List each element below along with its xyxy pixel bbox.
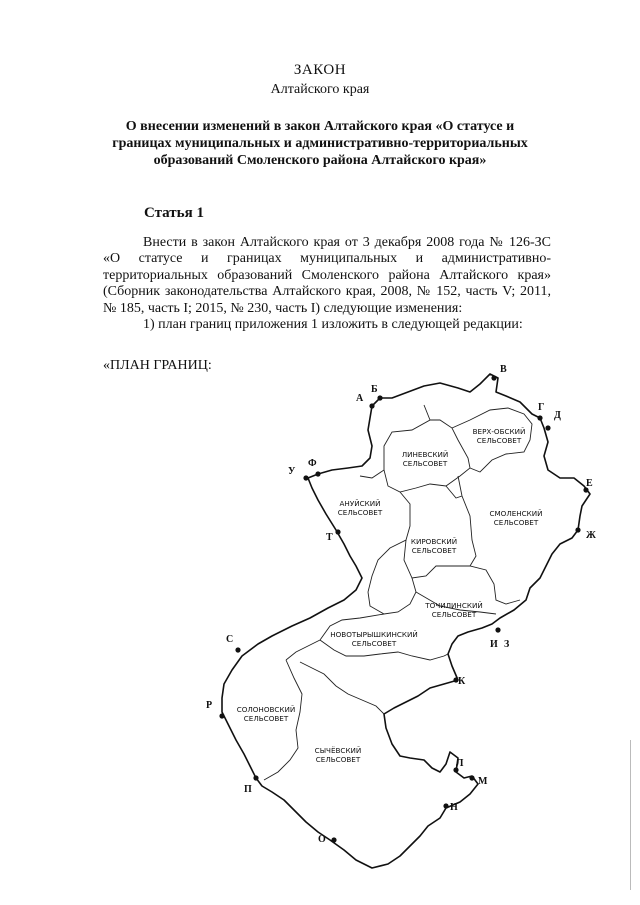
label-point-z: З [504,639,510,650]
point-iz [495,627,500,632]
scan-edge-line [630,740,631,890]
boundary-sychevskiy [300,662,384,714]
label-point-s: С [226,634,234,645]
internal-boundaries [264,405,532,780]
label-point-p: П [244,784,252,795]
point-d [545,425,550,430]
district-linevskiy-name: ЛИНЕВСКИЙ [401,450,449,459]
district-linevskiy-suffix: СЕЛЬСОВЕТ [402,459,448,468]
boundary-smolenskiy [458,476,476,566]
plan-label: «ПЛАН ГРАНИЦ: [103,358,212,373]
district-verkh-obskiy-name: ВЕРХ-ОБСКИЙ [472,427,526,436]
district-tochilinskiy-name: ТОЧИЛИНСКИЙ [425,601,483,610]
label-point-o: О [318,834,326,845]
label-point-k: К [458,676,466,687]
law-region: Алтайского края [270,82,370,97]
article-paragraph-2: 1) план границ приложения 1 изложить в следующей редакции: [143,317,523,333]
point-f [315,471,320,476]
label-point-i: И [490,639,498,650]
label-point-t: Т [326,532,333,543]
district-verkh-obskiy-suffix: СЕЛЬСОВЕТ [476,436,522,445]
district-anuyskiy-suffix: СЕЛЬСОВЕТ [337,508,383,517]
district-solonovskiy-name: СОЛОНОВСКИЙ [236,705,296,714]
label-point-d: Д [554,410,561,421]
district-kirovskiy-suffix: СЕЛЬСОВЕТ [411,546,457,555]
point-p [253,775,258,780]
point-zh [575,527,580,532]
outer-boundary [222,374,590,868]
district-novotyryshkinskiy-suffix: СЕЛЬСОВЕТ [351,639,397,648]
district-solonovskiy-suffix: СЕЛЬСОВЕТ [243,714,289,723]
point-n [443,803,448,808]
label-point-f: Ф [308,458,317,469]
district-sychevskiy-suffix: СЕЛЬСОВЕТ [315,755,361,764]
label-point-g: Г [538,402,545,413]
label-point-e: Е [586,478,593,489]
label-point-a: А [356,393,364,404]
label-point-r: Р [206,700,213,711]
label-point-u: У [288,466,296,477]
point-g [537,415,542,420]
article-heading: Статья 1 [144,205,204,221]
district-anuyskiy-name: АНУЙСКИЙ [339,499,381,508]
label-point-v: В [500,364,507,375]
point-t [335,529,340,534]
point-a [369,403,374,408]
district-smolenskiy-suffix: СЕЛЬСОВЕТ [493,518,539,527]
boundary-linevskiy [384,405,470,492]
article-paragraph-1: Внести в закон Алтайского края от 3 декабря 2008 года № 126-ЗС «О статусе и границах муниципальных и административно-территориальных образований Смоленского района Алтайского края» (Сборник законодательства Алтайского края, 2008, № 152, часть V; 2011, № 185, часть I; 2015, № 230, часть I) следующие изменения: [103,235,551,316]
label-point-m: М [478,776,488,787]
point-r [219,713,224,718]
point-s [235,647,240,652]
district-sychevskiy-name: СЫЧЁВСКИЙ [314,746,362,755]
point-u [303,475,308,480]
label-point-zh: Ж [586,530,596,541]
boundary-anuyskiy [360,470,410,592]
point-b [377,395,382,400]
label-point-l: Л [456,758,464,769]
district-tochilinskiy-suffix: СЕЛЬСОВЕТ [431,610,477,619]
boundary-points [219,375,588,842]
point-v [491,375,496,380]
point-m [469,775,474,780]
point-o [331,837,336,842]
label-point-b: Б [371,384,378,395]
district-kirovskiy-name: КИРОВСКИЙ [410,537,458,546]
district-smolenskiy-name: СМОЛЕНСКИЙ [489,509,543,518]
law-title: О внесении изменений в закон Алтайского края «О статусе и границах муниципальных и административно-территориальных образований Смоленского района Алтайского края» [112,119,528,168]
label-point-n: Н [450,802,458,813]
law-heading: ЗАКОН [293,62,347,78]
district-novotyryshkinskiy-name: НОВОТЫРЫШКИНСКИЙ [330,630,418,639]
